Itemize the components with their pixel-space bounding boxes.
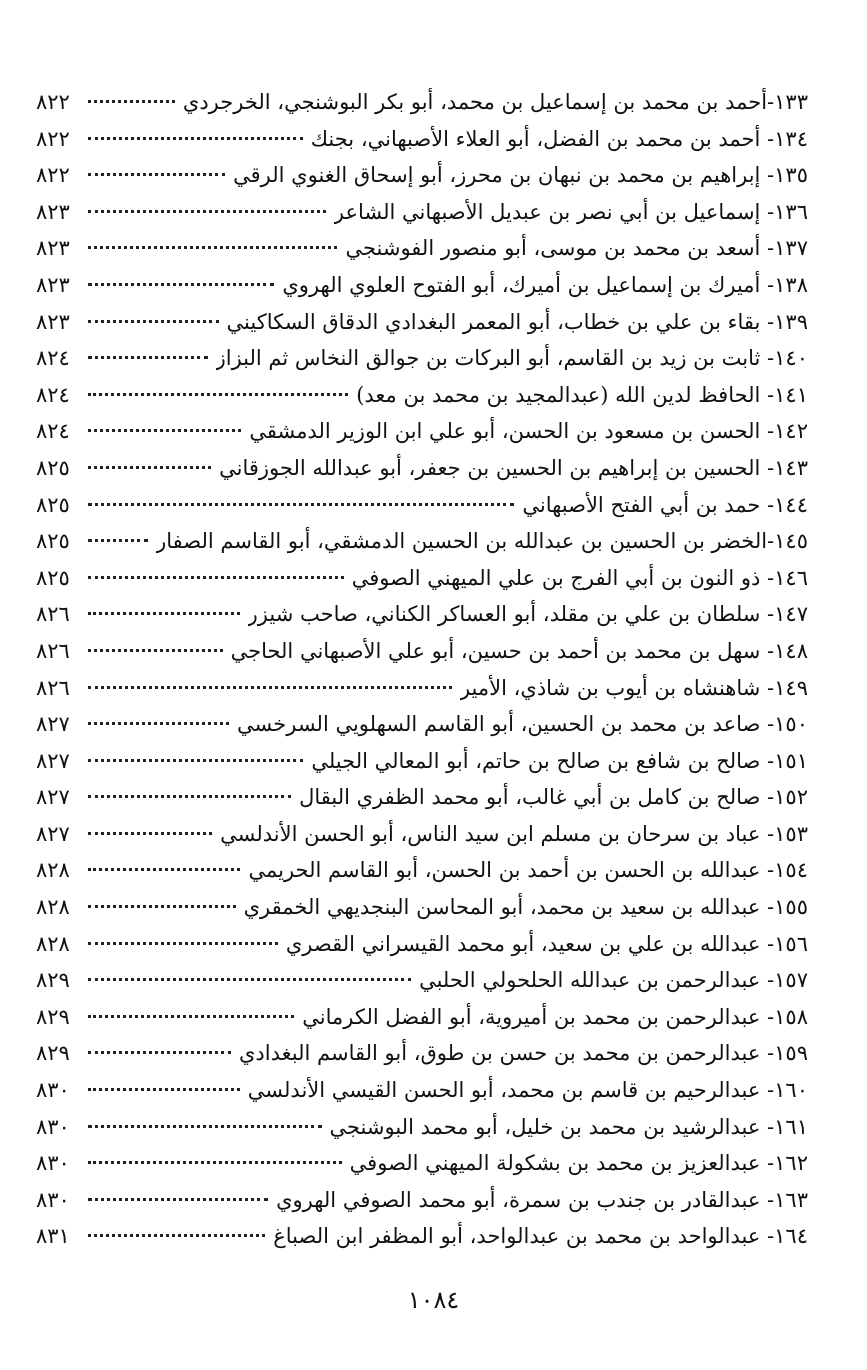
- toc-list: [36, 84, 808, 1255]
- dot-leader: [88, 1160, 342, 1164]
- entry-page-number: ٨٢٥: [36, 529, 70, 554]
- dot-leader: [88, 392, 348, 396]
- entry-title: ١٦٢- عبدالعزيز بن محمد بن بشكولة الميهني الصوفي: [349, 1151, 808, 1176]
- dot-leader: [88, 575, 344, 579]
- entry-page-number: ٨٣٠: [36, 1151, 70, 1176]
- entry-title: ١٤٦- ذو النون بن أبي الفرج بن علي الميهني الصوفي: [351, 565, 808, 590]
- dot-leader: [88, 1087, 240, 1091]
- entry-title: ١٥٨- عبدالرحمن بن محمد بن أميروية، أبو الفضل الكرماني: [302, 1004, 808, 1029]
- entry-title: ١٦٠- عبدالرحيم بن قاسم بن محمد، أبو الحسن القيسي الأندلسي: [247, 1078, 808, 1103]
- entry-title: ١٥٤- عبدالله بن الحسن بن أحمد بن الحسن، أبو القاسم الحريمي: [248, 858, 808, 883]
- entry-title: ١٣٥- إبراهيم بن محمد بن نبهان بن محرز، أبو إسحاق الغنوي الرقي: [233, 163, 808, 188]
- dot-leader: [88, 465, 211, 469]
- toc-entry: [36, 633, 808, 670]
- entry-page-number: ٨٢٣: [36, 272, 70, 297]
- entry-title: ١٥٥- عبدالله بن سعيد بن محمد، أبو المحاسن البنجديهي الخمقري: [243, 895, 808, 920]
- dot-leader: [88, 758, 303, 762]
- dot-leader: [88, 794, 291, 798]
- toc-entry: [36, 779, 808, 816]
- entry-page-number: ٨٢٨: [36, 895, 70, 920]
- toc-entry: [36, 852, 808, 889]
- toc-entry: [36, 267, 808, 304]
- entry-title: ١٦٣- عبدالقادر بن جندب بن سمرة، أبو محمد الصوفي الهروي: [276, 1187, 808, 1212]
- dot-leader: [88, 136, 303, 140]
- entry-page-number: ٨٢٤: [36, 346, 70, 371]
- entry-page-number: ٨٢٥: [36, 455, 70, 480]
- toc-entry: [36, 670, 808, 707]
- entry-title: ١٤٤- حمد بن أبي الفتح الأصبهاني: [522, 492, 808, 517]
- toc-entry: [36, 962, 808, 999]
- entry-page-number: ٨٢٦: [36, 638, 70, 663]
- dot-leader: [88, 502, 514, 506]
- entry-title: ١٥١- صالح بن شافع بن صالح بن حاتم، أبو المعالي الجيلي: [311, 748, 808, 773]
- entry-page-number: ٨٣٠: [36, 1114, 70, 1139]
- dot-leader: [88, 172, 225, 176]
- entry-title: ١٤٩- شاهنشاه بن أيوب بن شاذي، الأمير: [459, 675, 808, 700]
- entry-title: ١٤٨- سهل بن محمد بن أحمد بن حسين، أبو علي الأصبهاني الحاجي: [230, 638, 808, 663]
- toc-entry: [36, 889, 808, 926]
- entry-page-number: ٨٢٤: [36, 419, 70, 444]
- dot-leader: [88, 867, 240, 871]
- toc-entry: [36, 1109, 808, 1146]
- toc-entry: [36, 230, 808, 267]
- entry-page-number: ٨٢٨: [36, 858, 70, 883]
- toc-entry: [36, 304, 808, 341]
- page-number: ١٠٨٤: [407, 1286, 460, 1314]
- entry-title: ١٦٤- عبدالواحد بن محمد بن عبدالواحد، أبو المظفر ابن الصباغ: [273, 1224, 808, 1249]
- dot-leader: [88, 245, 337, 249]
- entry-page-number: ٨٢٨: [36, 931, 70, 956]
- entry-page-number: ٨٢٩: [36, 1041, 70, 1066]
- dot-leader: [88, 941, 278, 945]
- entry-page-number: ٨٢٩: [36, 968, 70, 993]
- entry-title: ١٤١- الحافظ لدين الله (عبدالمجيد بن محمد بن معد): [356, 382, 808, 407]
- entry-page-number: ٨٢٢: [36, 90, 70, 114]
- toc-entry: [36, 121, 808, 158]
- dot-leader: [88, 721, 229, 725]
- entry-title: ١٣٤- أحمد بن محمد بن الفضل، أبو العلاء الأصبهاني، بجنك: [310, 126, 808, 151]
- entry-page-number: ٨٢٥: [36, 565, 70, 590]
- dot-leader: [88, 1050, 231, 1054]
- entry-page-number: ٨٣١: [36, 1224, 70, 1249]
- entry-page-number: ٨٢٧: [36, 785, 70, 810]
- entry-page-number: ٨٢٧: [36, 712, 70, 737]
- toc-entry: [36, 1145, 808, 1182]
- toc-entry: [36, 450, 808, 487]
- dot-leader: [88, 904, 236, 908]
- toc-entry: [36, 1072, 808, 1109]
- entry-page-number: ٨٢٢: [36, 126, 70, 151]
- toc-entry: [36, 1182, 808, 1219]
- toc-entry: [36, 487, 808, 524]
- toc-entry: [36, 926, 808, 963]
- entry-page-number: ٨٢٧: [36, 748, 70, 773]
- dot-leader: [88, 1233, 265, 1237]
- dot-leader: [88, 282, 274, 286]
- entry-page-number: ٨٢٣: [36, 236, 70, 261]
- entry-page-number: ٨٢٦: [36, 675, 70, 700]
- dot-leader: [88, 428, 241, 432]
- dot-leader: [88, 355, 208, 359]
- toc-entry: [36, 413, 808, 450]
- dot-leader: [88, 1014, 294, 1018]
- entry-title: ١٤٣- الحسين بن إبراهيم بن الحسين بن جعفر، أبو عبدالله الجوزقاني: [219, 455, 808, 480]
- toc-entry: [36, 560, 808, 597]
- toc-entry: [36, 157, 808, 194]
- entry-page-number: ٨٢٤: [36, 382, 70, 407]
- entry-title: ١٣٩- بقاء بن علي بن خطاب، أبو المعمر البغدادي الدقاق السكاكيني: [226, 309, 808, 334]
- entry-title: ١٤٧- سلطان بن علي بن مقلد، أبو العساكر الكناني، صاحب شيزر: [247, 602, 808, 627]
- toc-entry: [36, 340, 808, 377]
- toc-entry: [36, 1218, 808, 1255]
- entry-page-number: ٨٢٧: [36, 821, 70, 846]
- dot-leader: [88, 611, 240, 615]
- entry-title: ١٣٦- إسماعيل بن أبي نصر بن عبديل الأصبهاني الشاعر: [333, 199, 808, 224]
- toc-entry: [36, 743, 808, 780]
- toc-entry: [36, 816, 808, 853]
- dot-leader: [88, 319, 219, 323]
- entry-title: ١٥٦- عبدالله بن علي بن سعيد، أبو محمد القيسراني القصري: [285, 931, 808, 956]
- entry-title: ١٥٧- عبدالرحمن بن عبدالله الحلحولي الحلبي: [419, 968, 808, 993]
- dot-leader: [88, 209, 326, 213]
- entry-title: ١٥٣- عباد بن سرحان بن مسلم ابن سيد الناس، أبو الحسن الأندلسي: [220, 821, 808, 846]
- entry-title: ١٤٢- الحسن بن مسعود بن الحسن، أبو علي ابن الوزير الدمشقي: [249, 419, 808, 444]
- entry-title: ١٥٢- صالح بن كامل بن أبي غالب، أبو محمد الظفري البقال: [299, 785, 808, 810]
- entry-page-number: ٨٢٦: [36, 602, 70, 627]
- entry-title: ١٤٥-الخضر بن الحسين بن عبدالله بن الحسين الدمشقي، أبو القاسم الصفار: [156, 529, 808, 554]
- entry-page-number: ٨٣٠: [36, 1078, 70, 1103]
- dot-leader: [88, 648, 223, 652]
- entry-title: ١٦١- عبدالرشيد بن محمد بن خليل، أبو محمد البوشنجي: [329, 1114, 808, 1139]
- dot-leader: [88, 685, 452, 689]
- entry-title: ١٤٠- ثابت بن زيد بن القاسم، أبو البركات بن جوالق النخاس ثم البزاز: [215, 346, 808, 371]
- entry-page-number: ٨٢٢: [36, 163, 70, 188]
- dot-leader: [88, 1124, 322, 1128]
- dot-leader: [88, 831, 212, 835]
- entry-page-number: ٨٢٩: [36, 1004, 70, 1029]
- toc-entry: [36, 523, 808, 560]
- entry-title: ١٣٣-أحمد بن محمد بن إسماعيل بن محمد، أبو بكر البوشنجي، الخرجردي: [182, 90, 808, 114]
- entry-page-number: ٨٢٥: [36, 492, 70, 517]
- toc-entry: [36, 194, 808, 231]
- dot-leader: [88, 1197, 268, 1201]
- toc-page: [36, 84, 808, 1255]
- dot-leader: [88, 977, 411, 981]
- toc-entry: [36, 999, 808, 1036]
- entry-title: ١٥٩- عبدالرحمن بن محمد بن حسن بن طوق، أبو القاسم البغدادي: [238, 1041, 808, 1066]
- toc-entry: [36, 706, 808, 743]
- dot-leader: [88, 99, 175, 103]
- entry-title: ١٣٨- أميرك بن إسماعيل بن أميرك، أبو الفتوح العلوي الهروي: [282, 272, 808, 297]
- dot-leader: [88, 538, 148, 542]
- entry-page-number: ٨٢٣: [36, 199, 70, 224]
- toc-entry: [36, 596, 808, 633]
- toc-entry: [36, 377, 808, 414]
- toc-entry: [36, 84, 808, 121]
- entry-title: ١٣٧- أسعد بن محمد بن موسى، أبو منصور الفوشنجي: [345, 236, 808, 261]
- entry-title: ١٥٠- صاعد بن محمد بن الحسين، أبو القاسم السهلويي السرخسي: [237, 712, 808, 737]
- toc-entry: [36, 1035, 808, 1072]
- entry-page-number: ٨٣٠: [36, 1187, 70, 1212]
- entry-page-number: ٨٢٣: [36, 309, 70, 334]
